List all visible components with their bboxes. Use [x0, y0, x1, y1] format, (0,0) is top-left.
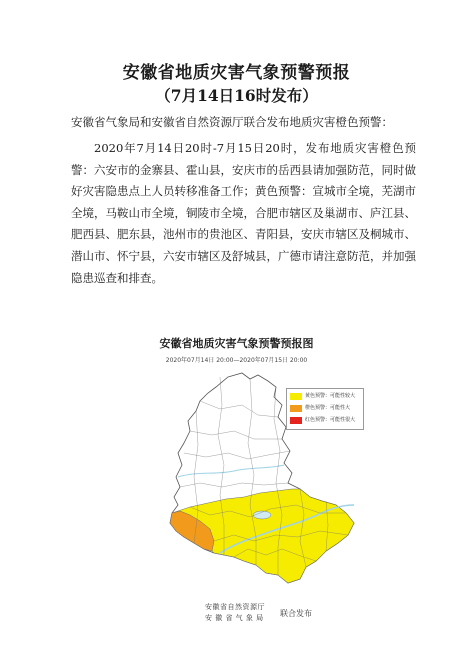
orange-swatch	[290, 405, 302, 412]
legend-label-red: 红色预警：可能性很大	[305, 417, 356, 423]
issuer-meteorological: 安 徽 省 气 象 局	[205, 614, 264, 622]
legend-label-orange: 橙色预警：可能性大	[305, 405, 351, 411]
joint-release-label: 联合发布	[280, 609, 312, 618]
map-legend	[286, 388, 364, 430]
document-subtitle: （7月14日16时发布）	[155, 86, 318, 105]
intro-paragraph: 安徽省气象局和安徽省自然资源厅联合发布地质灾害橙色预警：	[71, 115, 393, 129]
document-title: 安徽省地质灾害气象预警预报	[122, 63, 351, 83]
map-title: 安徽省地质灾害气象预警预报图	[159, 337, 314, 350]
issuer-block	[205, 602, 265, 624]
yellow-swatch	[290, 393, 302, 400]
legend-item-red	[290, 416, 362, 426]
legend-label-yellow: 黄色预警：可能性较大	[305, 393, 356, 399]
legend-item-orange	[290, 404, 362, 414]
legend-item-yellow	[290, 392, 362, 402]
warning-paragraph: 2020年7月14日20时-7月15日20时，发布地质灾害橙色预警：六安市的金寨县、霍山县，安庆市的岳西县请加强防范，同时做好灾害隐患点上人员转移准备工作；黄色预警：宣城市全境，芜湖市全境，马鞍山市全境，铜陵市全境，合肥市辖区及巢湖市、庐江县、肥西县、肥东县，池州市的贵池区、青阳县，安庆市辖区及桐城市、潜山市、怀宁县，六安市辖区及舒城县，广德市请注意防范，并加强隐患巡查和排查。	[71, 141, 416, 285]
issuer-natural-resources: 安徽省自然资源厅	[205, 603, 265, 611]
red-swatch	[290, 417, 302, 424]
map-time-range: 2020年07月14日 20:00—2020年07月15日 20:00	[165, 357, 308, 364]
